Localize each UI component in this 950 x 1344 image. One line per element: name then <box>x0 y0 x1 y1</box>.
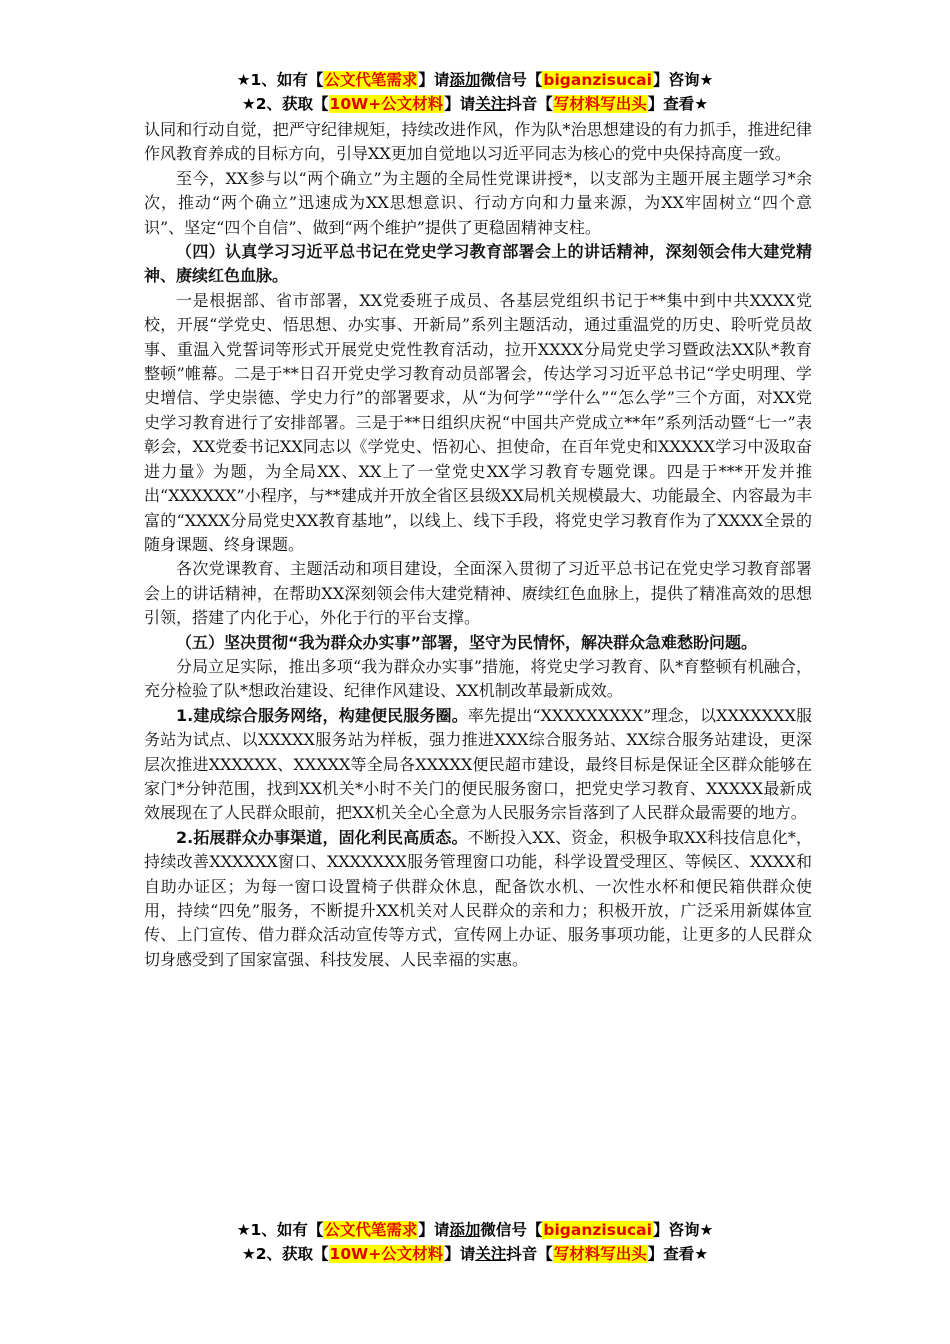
section-heading-4: （四）认真学习习近平总书记在党史学习教育部署会上的讲话精神，深刻领会伟大建党精神、赓续红色血脉。 <box>144 242 812 286</box>
banner-text: 】请 <box>444 1245 476 1263</box>
banner-underlined-text: 添加 <box>449 71 481 89</box>
banner-text: ★1、如有【 <box>236 71 324 89</box>
banner-text: 】咨询★ <box>652 1221 714 1239</box>
banner-text: 】请 <box>444 95 476 113</box>
banner-text: 】查看★ <box>647 95 709 113</box>
banner-highlight-service: 公文代笔需求 <box>324 1221 418 1239</box>
section-heading-5: （五）坚决贯彻“我为群众办实事”部署，坚守为民情怀，解决群众急难愁盼问题。 <box>176 632 758 652</box>
banner-text: ★1、如有【 <box>236 1221 324 1239</box>
banner-underlined-text: 添加 <box>449 1221 481 1239</box>
paragraph: 各次党课教育、主题活动和项目建设，全面深入贯彻了习近平总书记在党史学习教育部署会上的讲话精神，在帮助XX深刻领会伟大建党精神、赓续红色血脉上，提供了精准高效的思想引领，搭建了内化于心，外化于行的平台支撑。 <box>144 559 812 628</box>
banner-underlined-text: 关注 <box>475 1245 507 1263</box>
bottom-banner-line-1 <box>0 1219 950 1241</box>
list-item <box>144 704 812 826</box>
banner-highlight-materials: 10W+公文材料 <box>329 95 444 113</box>
banner-underlined-text: 关注 <box>475 95 507 113</box>
banner-text: 】请 <box>418 71 450 89</box>
banner-text: 】查看★ <box>647 1245 709 1263</box>
banner-text: 】请 <box>418 1221 450 1239</box>
banner-text: ★2、获取【 <box>241 1245 329 1263</box>
paragraph: 分局立足实际，推出多项“我为群众办实事”措施，将党史学习教育、队*育整顿有机融合，充分检验了队*想政治建设、纪律作风建设、XX机制改革最新成效。 <box>144 656 812 701</box>
paragraph: 认同和行动自觉，把严守纪律规矩，持续改进作风，作为队*治思想建设的有力抓手，推进纪律作风教育养成的目标方向，引导XX更加自觉地以习近平同志为核心的党中央保持高度一致。 <box>144 120 812 164</box>
list-item-lead: 1.建成综合服务网络，构建便民服务圈。 <box>176 705 468 725</box>
banner-text: 微信号【 <box>480 1221 543 1239</box>
top-banner-line-2 <box>0 93 950 115</box>
document-body <box>144 118 812 972</box>
banner-highlight-douyin-account: 写材料写出头 <box>553 95 647 113</box>
banner-highlight-service: 公文代笔需求 <box>324 71 418 89</box>
bottom-banner-line-2 <box>0 1243 950 1265</box>
list-item <box>144 826 812 972</box>
banner-text: 抖音【 <box>506 95 553 113</box>
list-item-text: 率先提出“XXXXXXXXX”理念，以XXXXXXX服务站为试点、以XXXXX服务站为样板，强力推进XXX综合服务站、XX综合服务站建设，更深层次推进XXXXXX、XXXXX等全局各XXXXX便民超市建设，最终目标是保证全区群众能够在家门*分钟范围，找到XX机关*小时不关门的便民服务窗口，把党史学习教育、XXXXX最新成效展现在了人民群众眼前，把XX机关全心全意为人民服务宗旨落到了人民群众最需要的地方。 <box>144 705 812 823</box>
list-item-text: 不断投入XX、资金，积极争取XX科技信息化*，持续改善XXXXXX窗口、XXXXXXX服务管理窗口功能，科学设置受理区、等候区、XXXX和自助办证区；为每一窗口设置椅子供群众休息，配备饮水机、一次性水杯和便民箱供群众使用，持续“四免”服务，不断提升XX机关对人民群众的亲和力；积极开放，广泛采用新媒体宣传、上门宣传、借力群众活动宣传等方式，宣传网上办证、服务事项功能，让更多的人民群众切身感受到了国家富强、科技发展、人民幸福的实惠。 <box>144 827 812 969</box>
banner-highlight-materials: 10W+公文材料 <box>329 1245 444 1263</box>
banner-text: 微信号【 <box>480 71 543 89</box>
banner-highlight-douyin-account: 写材料写出头 <box>553 1245 647 1263</box>
paragraph: 一是根据部、省市部署，XX党委班子成员、各基层党组织书记于**集中到中共XXXX党校，开展“学党史、悟思想、办实事、开新局”系列主题活动，通过重温党的历史、聆听党员故事、重温入党誓词等形式开展党史党性教育活动，拉开XXXX分局党史学习暨政法XX队*教育整顿”帷幕。二是于**日召开党史学习教育动员部署会，传达学习习近平总书记“学史明理、学史增信、学史崇德、学史力行”的部署要求，从“为何学”“学什么”“怎么学”三个方面，对XX党史学习教育进行了安排部署。三是于**日组织庆祝“中国共产党成立**年”系列活动暨“七一”表彰会，XX党委书记XX同志以《学党史、悟初心、担使命，在百年党史和XXXXX学习中汲取奋进力量》为题，为全局XX、XX上了一堂党史XX学习教育专题党课。四是于***开发并推出“XXXXXX”小程序，与**建成并开放全省区县级XX局机关规模最大、功能最全、内容最为丰富的“XXXX分局党史XX教育基地”，以线上、线下手段，将党史学习教育作为了XXXX全景的随身课题、终身课题。 <box>144 290 812 554</box>
banner-text: ★2、获取【 <box>241 95 329 113</box>
banner-highlight-wechat-id: biganzisucai <box>543 71 652 89</box>
banner-text: 】咨询★ <box>652 71 714 89</box>
top-banner-line-1 <box>0 69 950 91</box>
paragraph: 至今，XX参与以“两个确立”为主题的全局性党课讲授*，以支部为主题开展主题学习*余次，推动“两个确立”迅速成为XX思想意识、行动方向和力量来源，为XX牢固树立“四个意识”、坚定“四个自信”、做到“两个维护”提供了更稳固精神支柱。 <box>144 168 812 237</box>
list-item-lead: 2.拓展群众办事渠道，固化利民高质态。 <box>176 827 468 847</box>
banner-text: 抖音【 <box>506 1245 553 1263</box>
banner-highlight-wechat-id: biganzisucai <box>543 1221 652 1239</box>
